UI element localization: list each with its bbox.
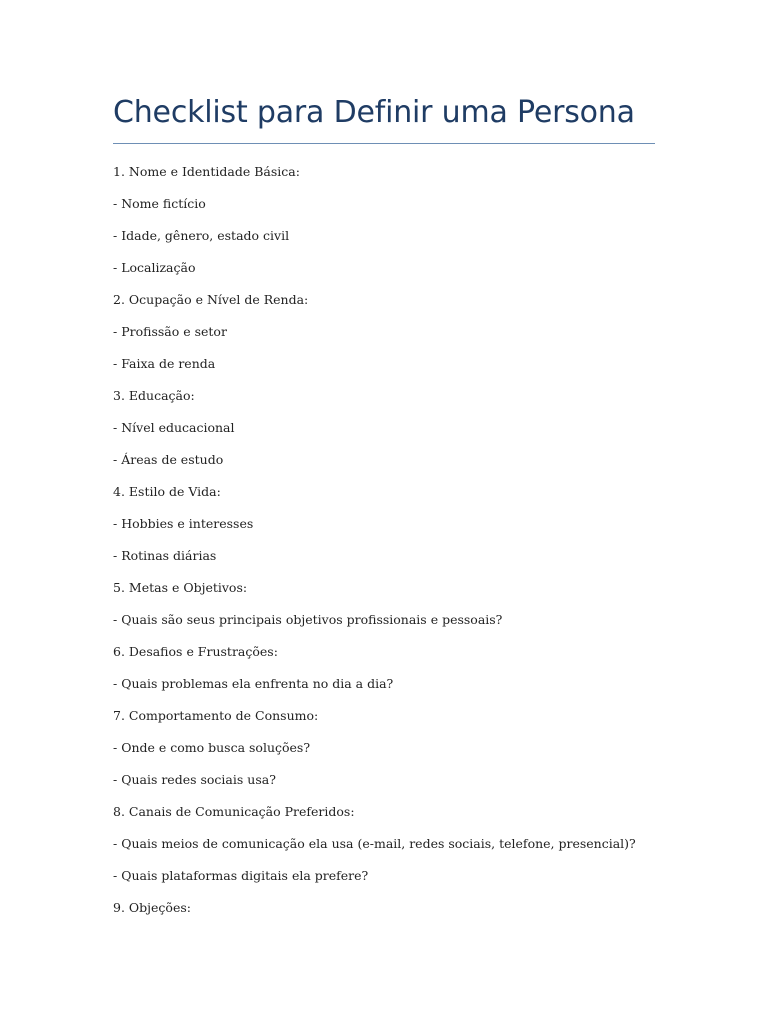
checklist-item: - Áreas de estudo [113,452,224,467]
checklist-item: - Quais meios de comunicação ela usa (e-mail, redes sociais, telefone, presencial)? [113,836,636,851]
checklist-item: - Hobbies e interesses [113,516,254,531]
section-heading: 1. Nome e Identidade Básica: [113,164,300,179]
checklist-item: - Faixa de renda [113,356,216,371]
section-heading: 2. Ocupação e Nível de Renda: [113,292,309,307]
document-page [113,92,655,931]
checklist-item: - Onde e como busca soluções? [113,740,311,755]
checklist-item: - Quais problemas ela enfrenta no dia a dia? [113,676,394,691]
checklist-item: - Quais plataformas digitais ela prefere? [113,868,369,883]
section-heading: 4. Estilo de Vida: [113,484,221,499]
checklist-item: - Nível educacional [113,420,235,435]
section-heading: 7. Comportamento de Consumo: [113,708,319,723]
checklist-item: - Profissão e setor [113,324,227,339]
section-heading: 3. Educação: [113,388,195,403]
section-heading: 6. Desafios e Frustrações: [113,644,278,659]
title-divider [113,143,655,144]
checklist-item: - Localização [113,260,196,275]
section-heading: 5. Metas e Objetivos: [113,580,248,595]
checklist-item: - Idade, gênero, estado civil [113,228,290,243]
checklist-item: - Nome fictício [113,196,206,211]
section-heading: 8. Canais de Comunicação Preferidos: [113,804,355,819]
checklist-item: - Rotinas diárias [113,548,217,563]
checklist-body [113,163,655,931]
section-heading: 9. Objeções: [113,900,191,915]
document-title: Checklist para Definir uma Persona [113,95,635,130]
checklist-item: - Quais redes sociais usa? [113,772,276,787]
checklist-item: - Quais são seus principais objetivos profissionais e pessoais? [113,612,503,627]
